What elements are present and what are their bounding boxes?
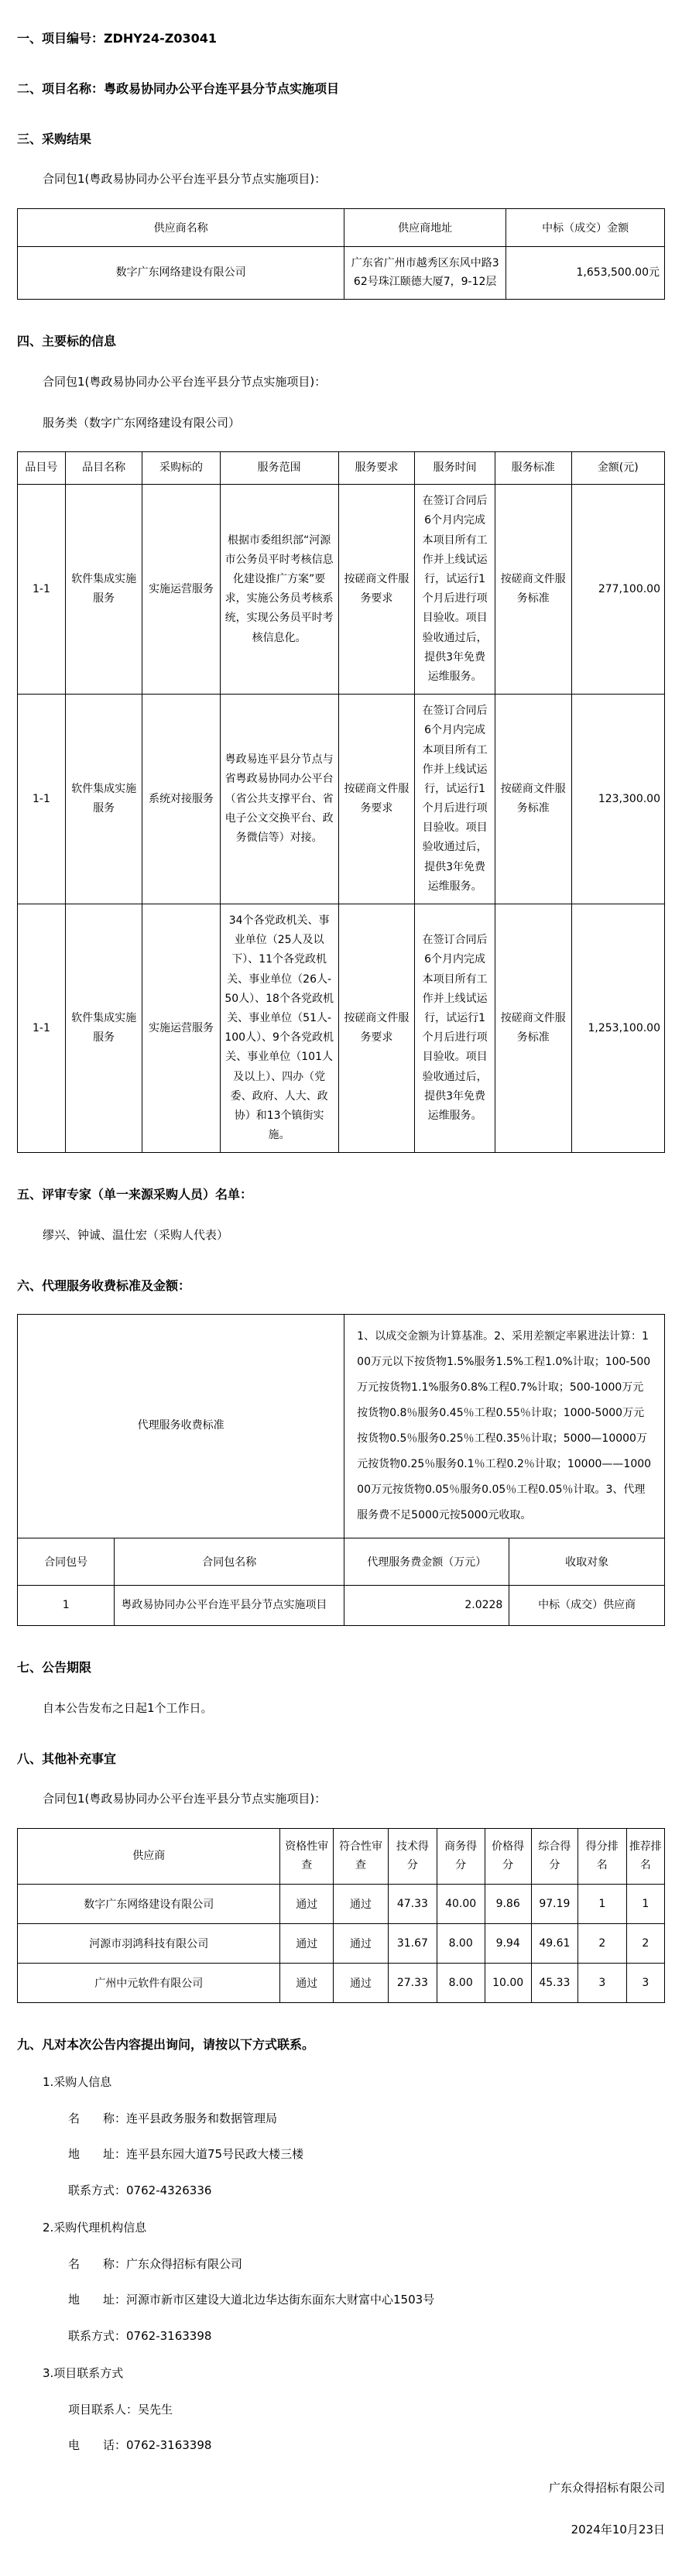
items-table (17, 451, 665, 1153)
fee-table-header-row (18, 1538, 665, 1585)
item-name: 软件集成实施服务 (65, 485, 142, 695)
items-header-amount: 金额(元) (571, 452, 664, 485)
footer-company: 广东众得招标有限公司 (548, 2480, 665, 2495)
section-announcement-period-title: 七、公告期限 (17, 1660, 92, 1676)
item-requirement: 按磋商文件服务要求 (338, 904, 415, 1153)
result-package-line: 合同包1(粤政易协同办公平台连平县分节点实施项目)： (43, 172, 327, 187)
score-business: 8.00 (437, 1924, 485, 1964)
items-table-row-1 (18, 485, 665, 695)
result-supplier-address: 广东省广州市越秀区东风中路362号珠江颐德大厦7，9-12层 (344, 246, 506, 300)
item-target: 实施运营服务 (142, 485, 220, 695)
items-header-requirement: 服务要求 (338, 452, 415, 485)
section-supplement-title: 八、其他补充事宜 (17, 1751, 117, 1766)
score-total: 45.33 (531, 1964, 577, 2003)
score-qualification: 通过 (280, 1885, 334, 1924)
result-header-supplier-name: 供应商名称 (18, 208, 344, 246)
score-header-conformity-review: 符合性审查 (333, 1828, 388, 1885)
score-total: 97.19 (531, 1885, 577, 1924)
item-time: 在签订合同后6个月内完成本项目所有工作并上线试运行，试运行1个月后进行项目验收。项目验收通过后，提供3年免费运维服务。 (415, 904, 495, 1153)
project-number-line (17, 31, 665, 47)
fee-header-package-no: 合同包号 (18, 1538, 115, 1585)
supplement-package-line: 合同包1(粤政易协同办公平台连平县分节点实施项目)： (43, 1792, 327, 1806)
purchaser-name-label: 名 称： (68, 2111, 127, 2125)
project-contact-phone-line (68, 2437, 665, 2454)
score-header-technical-score: 技术得分 (389, 1828, 437, 1885)
item-name: 软件集成实施服务 (65, 695, 142, 904)
purchaser-name-value: 连平县政务服务和数据管理局 (126, 2111, 278, 2125)
purchaser-info-heading: 1.采购人信息 (43, 2075, 112, 2090)
score-price: 9.94 (485, 1924, 531, 1964)
result-table-header-row (18, 208, 665, 246)
items-header-item-no: 品目号 (18, 452, 66, 485)
score-qualification: 通过 (280, 1924, 334, 1964)
score-header-qualification-review: 资格性审查 (280, 1828, 334, 1885)
project-contact-person-line (68, 2401, 665, 2419)
purchaser-phone-line (68, 2182, 665, 2200)
item-amount: 1,253,100.00 (571, 904, 664, 1153)
items-header-standard: 服务标准 (495, 452, 571, 485)
score-technical: 31.67 (389, 1924, 437, 1964)
score-supplier: 河源市羽鸿科技有限公司 (18, 1924, 280, 1964)
items-header-target: 采购标的 (142, 452, 220, 485)
items-table-header-row (18, 452, 665, 485)
items-table-row-2 (18, 695, 665, 904)
item-no: 1-1 (18, 485, 66, 695)
agency-fee-table (17, 1314, 665, 1626)
item-standard: 按磋商文件服务标准 (495, 695, 571, 904)
agency-name-value: 广东众得招标有限公司 (126, 2256, 243, 2271)
agency-name-line (68, 2255, 665, 2273)
score-conformity: 通过 (333, 1924, 388, 1964)
result-header-supplier-address: 供应商地址 (344, 208, 506, 246)
score-table-row-3 (18, 1964, 665, 2003)
score-header-total-score: 综合得分 (531, 1828, 577, 1885)
score-table-row-2 (18, 1924, 665, 1964)
purchaser-phone-label: 联系方式： (68, 2183, 127, 2197)
item-requirement: 按磋商文件服务要求 (338, 695, 415, 904)
project-contact-phone-label: 电 话： (68, 2438, 127, 2453)
project-contact-person-value: 吴先生 (138, 2402, 173, 2417)
fee-header-package-name: 合同包名称 (115, 1538, 344, 1585)
item-no: 1-1 (18, 695, 66, 904)
score-rank: 3 (577, 1964, 626, 2003)
fee-header-fee-amount: 代理服务费金额（万元） (344, 1538, 509, 1585)
recommend-rank: 2 (626, 1924, 664, 1964)
agency-name-label: 名 称： (68, 2256, 127, 2271)
agency-phone-label: 联系方式： (68, 2328, 127, 2343)
score-header-score-rank: 得分排名 (577, 1828, 626, 1885)
score-supplier: 数字广东网络建设有限公司 (18, 1885, 280, 1924)
fee-standard-row (18, 1315, 665, 1538)
item-amount: 277,100.00 (571, 485, 664, 695)
item-requirement: 按磋商文件服务要求 (338, 485, 415, 695)
score-table-header-row (18, 1828, 665, 1885)
agency-phone-value: 0762-3163398 (126, 2328, 212, 2343)
project-contact-person-label: 项目联系人： (68, 2402, 139, 2417)
project-number-value: ZDHY24-Z03041 (104, 31, 218, 46)
score-technical: 47.33 (389, 1885, 437, 1924)
recommend-rank: 3 (626, 1964, 664, 2003)
result-award-amount: 1,653,500.00元 (506, 246, 665, 300)
item-scope: 根据市委组织部“河源市公务员平时考核信息化建设推广方案”要求，实施公务员考核系统，实现公务员平时考核信息化。 (220, 485, 338, 695)
score-conformity: 通过 (333, 1964, 388, 2003)
purchaser-phone-value: 0762-4326336 (126, 2183, 212, 2197)
section-procurement-result-title: 三、采购结果 (17, 131, 92, 146)
project-contact-phone-value: 0762-3163398 (126, 2438, 212, 2453)
project-name-line (17, 81, 665, 98)
items-header-time: 服务时间 (415, 452, 495, 485)
item-target: 实施运营服务 (142, 904, 220, 1153)
item-time: 在签订合同后6个月内完成本项目所有工作并上线试运行，试运行1个月后进行项目验收。项目验收通过后，提供3年免费运维服务。 (415, 485, 495, 695)
items-table-row-3 (18, 904, 665, 1153)
item-name: 软件集成实施服务 (65, 904, 142, 1153)
project-contact-heading: 3.项目联系方式 (43, 2366, 124, 2381)
item-standard: 按磋商文件服务标准 (495, 904, 571, 1153)
section-main-subject-title: 四、主要标的信息 (17, 334, 117, 349)
result-supplier-name: 数字广东网络建设有限公司 (18, 246, 344, 300)
score-header-business-score: 商务得分 (437, 1828, 485, 1885)
score-conformity: 通过 (333, 1885, 388, 1924)
result-table-row (18, 246, 665, 300)
project-number-label: 一、项目编号： (17, 31, 105, 46)
score-price: 10.00 (485, 1964, 531, 2003)
footer-date: 2024年10月23日 (571, 2523, 665, 2537)
score-business: 40.00 (437, 1885, 485, 1924)
score-header-supplier: 供应商 (18, 1828, 280, 1885)
main-subject-package-line: 合同包1(粤政易协同办公平台连平县分节点实施项目)： (43, 375, 327, 389)
agency-address-line (68, 2291, 665, 2309)
project-name-label: 二、项目名称： (17, 81, 105, 96)
section-agency-fee-title: 六、代理服务收费标准及金额： (17, 1278, 191, 1293)
agency-phone-line (68, 2327, 665, 2345)
fee-package-name: 粤政易协同办公平台连平县分节点实施项目 (115, 1585, 344, 1626)
score-qualification: 通过 (280, 1964, 334, 2003)
announcement-period-text: 自本公告发布之日起1个工作日。 (43, 1701, 213, 1716)
fee-standard-label: 代理服务收费标准 (18, 1315, 344, 1538)
item-target: 系统对接服务 (142, 695, 220, 904)
items-header-scope: 服务范围 (220, 452, 338, 485)
score-business: 8.00 (437, 1964, 485, 2003)
section-experts-title: 五、评审专家（单一来源采购人员）名单： (17, 1187, 253, 1202)
agency-address-value: 河源市新市区建设大道北边华达街东面东大财富中心1503号 (126, 2293, 435, 2307)
item-time: 在签订合同后6个月内完成本项目所有工作并上线试运行，试运行1个月后进行项目验收。项目验收通过后，提供3年免费运维服务。 (415, 695, 495, 904)
section-contact-title: 九、凡对本次公告内容提出询问，请按以下方式联系。 (17, 2037, 315, 2053)
score-technical: 27.33 (389, 1964, 437, 2003)
score-table-row-1 (18, 1885, 665, 1924)
score-supplier: 广州中元软件有限公司 (18, 1964, 280, 2003)
score-price: 9.86 (485, 1885, 531, 1924)
experts-names: 缪兴、钟诚、温仕宏（采购人代表） (43, 1228, 229, 1243)
item-standard: 按磋商文件服务标准 (495, 485, 571, 695)
item-scope: 34个各党政机关、事业单位（25人及以下）、11个各党政机关、事业单位（26人-50人）、18个各党政机关、事业单位（51人-100人）、9个各党政机关、事业单位（101人及以上）、四办（党委、政府、人大、政协）和13个镇街实施。 (220, 904, 338, 1153)
recommend-rank: 1 (626, 1885, 664, 1924)
purchaser-address-label: 地 址： (68, 2147, 127, 2162)
score-rank: 1 (577, 1885, 626, 1924)
fee-standard-text: 1、以成交金额为计算基准。2、采用差额定率累进法计算：100万元以下按货物1.5%服务1.5%工程1.0%计取；100-500万元按货物1.1%服务0.8%工程0.7%计取；500-1000万元按货物0.8％服务0.45％工程0.55％计取；1000-5000万元按货物0.5％服务0.25％工程0.35％计取；5000—10000万元按货物0.25％服务0.1％工程0.2％计取；10000——100000万元按货物0.05％服务0.05％工程0.05％计取。3、代理服务费不足5000元按5000元收取。 (344, 1315, 665, 1538)
score-total: 49.61 (531, 1924, 577, 1964)
result-header-award-amount: 中标（成交）金额 (506, 208, 665, 246)
score-header-price-score: 价格得分 (485, 1828, 531, 1885)
score-header-recommend-rank: 推荐排名 (626, 1828, 664, 1885)
fee-amount: 2.0228 (344, 1585, 509, 1626)
item-amount: 123,300.00 (571, 695, 664, 904)
purchaser-address-value: 连平县东园大道75号民政大楼三楼 (126, 2147, 304, 2162)
fee-charge-target: 中标（成交）供应商 (509, 1585, 665, 1626)
score-table (17, 1828, 665, 2004)
result-table (17, 208, 665, 300)
agency-info-heading: 2.采购代理机构信息 (43, 2221, 147, 2235)
agency-address-label: 地 址： (68, 2293, 127, 2307)
fee-package-no: 1 (18, 1585, 115, 1626)
fee-table-row (18, 1585, 665, 1626)
item-no: 1-1 (18, 904, 66, 1153)
main-subject-category-line: 服务类（数字广东网络建设有限公司） (43, 415, 241, 430)
score-rank: 2 (577, 1924, 626, 1964)
item-scope: 粤政易连平县分节点与省粤政易协同办公平台（省公共支撑平台、省电子公文交换平台、政务微信等）对接。 (220, 695, 338, 904)
purchaser-address-line (68, 2146, 665, 2163)
fee-header-charge-target: 收取对象 (509, 1538, 665, 1585)
project-name-value: 粤政易协同办公平台连平县分节点实施项目 (104, 81, 340, 96)
purchaser-name-line (68, 2110, 665, 2128)
items-header-item-name: 品目名称 (65, 452, 142, 485)
